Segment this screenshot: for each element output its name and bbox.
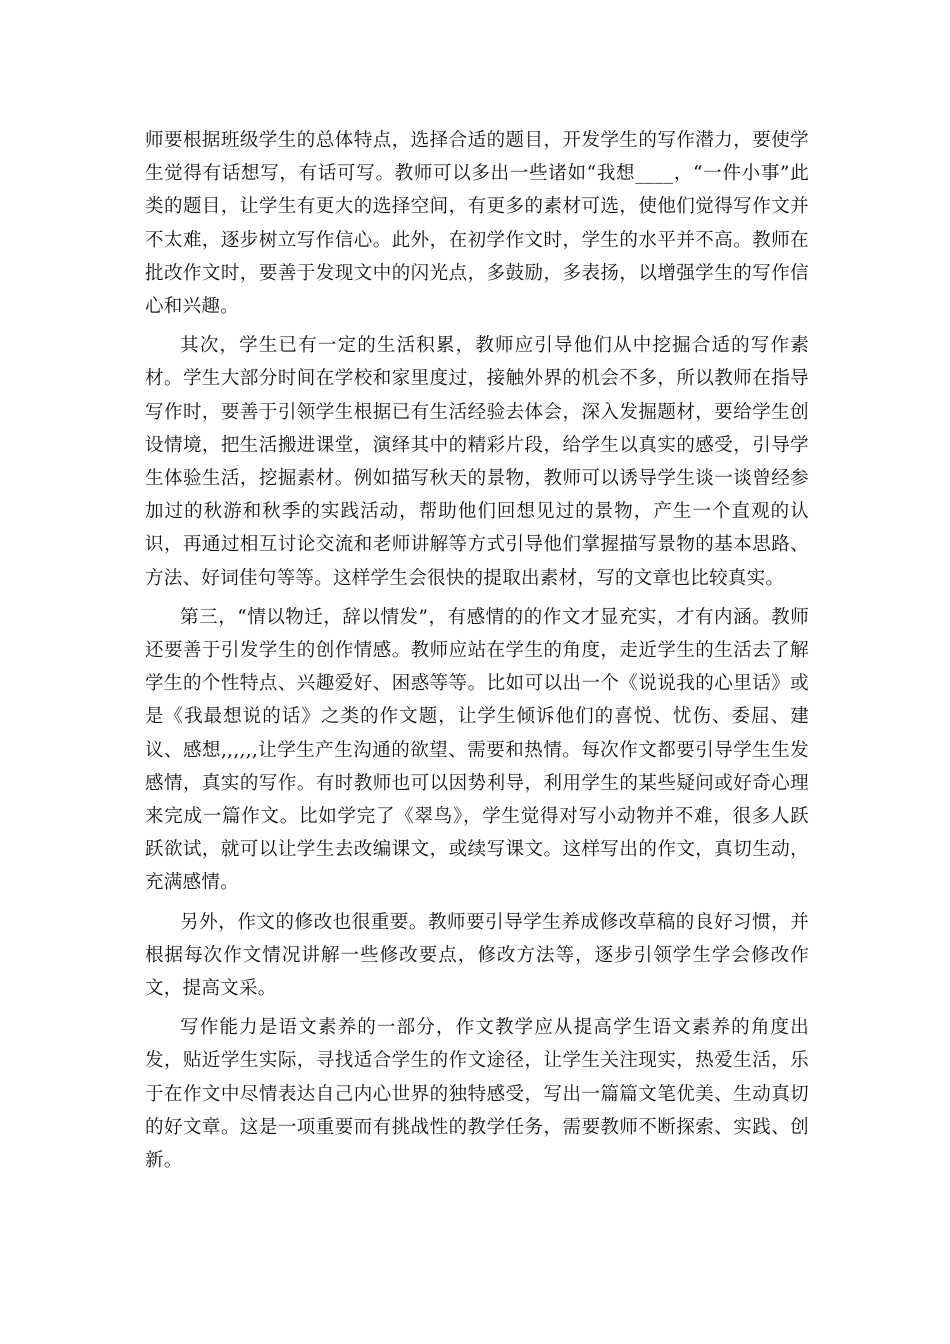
paragraph-conclusion: 写作能力是语文素养的一部分，作文教学应从提高学生语文素养的角度出发，贴近学生实际，寻找适合学生的作文途径，让学生关注现实，热爱生活，乐于在作文中尽情表达自己内心世界的独特感受，写出一篇篇文笔优美、生动真切的好文章。这是一项重要而有挑战性的教学任务，需要教师不断探索、实践、创新。 xyxy=(145,1017,809,1172)
document-body xyxy=(145,124,809,1183)
paragraph-revision: 另外，作文的修改也很重要。教师要引导学生养成修改草稿的良好习惯，并根据每次作文情况讲解一些修改要点，修改方法等，逐步引领学生学会修改作文，提高文采。 xyxy=(145,911,809,1000)
paragraph-continuation: 师要根据班级学生的总体特点，选择合适的题目，开发学生的写作潜力，要使学生觉得有话想写，有话可写。教师可以多出一些诸如“我想____，“一件小事”此类的题目，让学生有更大的选择空间，有更多的素材可选，使他们觉得写作文并不太难，逐步树立写作信心。此外，在初学作文时，学生的水平并不高。教师在批改作文时，要善于发现文中的闪光点，多鼓励，多表扬，以增强学生的写作信心和兴趣。 xyxy=(145,130,809,318)
paragraph-third: 第三，“情以物迁，辞以情发”，有感情的的作文才显充实，才有内涵。教师还要善于引发学生的创作情感。教师应站在学生的角度，走近学生的生活去了解学生的个性特点、兴趣爱好、困惑等等。比如可以出一个《说说我的心里话》或是《我最想说的话》之类的作文题，让学生倾诉他们的喜悦、忧伤、委屈、建议、感想,,,,,,让学生产生沟通的欲望、需要和热情。每次作文都要引导学生生发感情，真实的写作。有时教师也可以因势利导，利用学生的某些疑问或好奇心理来完成一篇作文。比如学完了《翠鸟》，学生觉得对写小动物并不难，很多人跃跃欲试，就可以让学生去改编课文，或续写课文。这样写出的作文，真切生动，充满感情。 xyxy=(145,606,809,894)
paragraph-second: 其次，学生已有一定的生活积累，教师应引导他们从中挖掘合适的写作素材。学生大部分时间在学校和家里度过，接触外界的机会不多，所以教师在指导写作时，要善于引领学生根据已有生活经验去体会，深入发掘题材，要给学生创设情境，把生活搬进课堂，演绎其中的精彩片段，给学生以真实的感受，引导学生体验生活，挖掘素材。例如描写秋天的景物，教师可以诱导学生谈一谈曾经参加过的秋游和秋季的实践活动，帮助他们回想见过的景物，产生一个直观的认识，再通过相互讨论交流和老师讲解等方式引导他们掌握描写景物的基本思路、方法、好词佳句等等。这样学生会很快的提取出素材，写的文章也比较真实。 xyxy=(145,335,809,589)
